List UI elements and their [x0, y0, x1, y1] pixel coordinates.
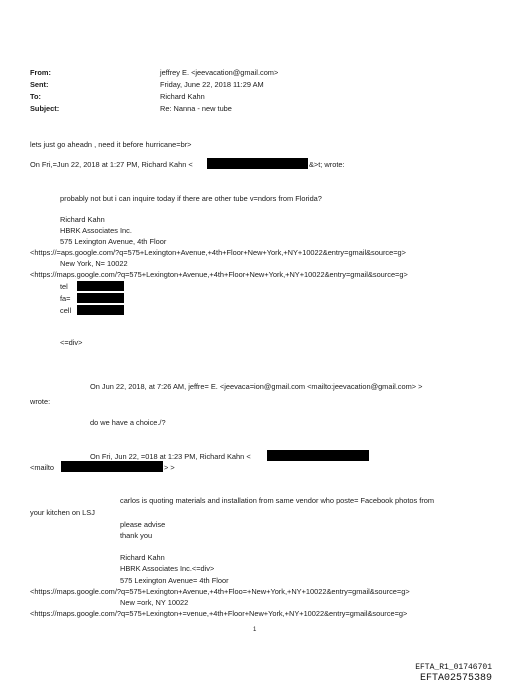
- sig2-address: 575 Lexington Avenue= 4th Floor: [120, 576, 229, 585]
- message-3-thanks: thank you: [120, 531, 153, 540]
- to-value: Richard Kahn: [160, 92, 205, 101]
- sig2-city: New =ork, NY 10022: [120, 598, 189, 607]
- sig1-name: Richard Kahn: [60, 215, 105, 224]
- message-2: do we have a choice./?: [90, 418, 166, 427]
- sig1-tel-label: tel: [60, 282, 68, 291]
- quote3-suffix: > >: [164, 463, 175, 472]
- sig1-cell-label: cell: [60, 306, 72, 315]
- message-3-line-1: carlos is quoting materials and installation from same vendor who poste= Facebook photos from: [120, 496, 435, 505]
- sig2-company: HBRK Associates Inc.<=div>: [120, 564, 215, 573]
- redaction-box: [77, 281, 124, 291]
- quote1-prefix: On Fri,=Jun 22, 2018 at 1:27 PM, Richard Kahn <: [30, 160, 193, 169]
- message-3-line-2: your kitchen on LSJ: [30, 508, 95, 517]
- quote2-line: On Jun 22, 2018, at 7:26 AM, jeffre= E. <jeevaca=ion@gmail.com <mailto:jeevacation@gmail.com> >: [90, 382, 423, 391]
- redaction-box: [77, 305, 124, 315]
- message-3-advise: please advise: [120, 520, 166, 529]
- sig2-map-link-2: <https://maps.google.com/?q=575+Lexington+=venue,+4th+Floor+New+York,+NY+10022&entry=gmail&source=g>: [30, 609, 408, 618]
- redaction-box: [267, 450, 369, 461]
- footer-id-1: EFTA_R1_01746701: [415, 663, 492, 672]
- redaction-box: [207, 158, 308, 169]
- quote1-suffix: &>t; wrote:: [309, 160, 345, 169]
- redaction-box: [61, 461, 163, 472]
- redaction-box: [77, 293, 124, 303]
- page-number: 1: [253, 627, 257, 633]
- from-label: From:: [30, 68, 51, 77]
- subject-label: Subject:: [30, 104, 60, 113]
- sig1-city: New York, N= 10022: [60, 259, 128, 268]
- sig2-map-link-1: <https://maps.google.com/?q=575+Lexington+Avenue,+4th+Floo=+New+York,+NY+10022&entry=gmail&source=g>: [30, 587, 410, 596]
- quote2-wrote: wrote:: [30, 397, 51, 406]
- sent-value: Friday, June 22, 2018 11:29 AM: [160, 80, 264, 89]
- quote3-mailto: <mailto: [30, 463, 55, 472]
- subject-value: Re: Nanna - new tube: [160, 104, 232, 113]
- reply-line: lets just go aheadn , need it before hurricane=br>: [30, 140, 192, 149]
- sig1-map-link-2: <https://maps.google.com/?q=575+Lexington+Avenue,+4th+Floor+New+York,+NY+10022&entry=gmail&source=g>: [30, 270, 408, 279]
- footer-id-2: EFTA02575389: [419, 673, 492, 684]
- sig1-address: 575 Lexington Avenue, 4th Floor: [60, 237, 167, 246]
- sig2-name: Richard Kahn: [120, 553, 165, 562]
- div-tag: <=div>: [60, 338, 83, 347]
- sig1-company: HBRK Associates Inc.: [60, 226, 132, 235]
- sig1-fax-label: fa=: [60, 294, 71, 303]
- sent-label: Sent:: [30, 80, 49, 89]
- to-label: To:: [30, 92, 41, 101]
- from-value: jeffrey E. <jeevacation@gmail.com>: [160, 68, 279, 77]
- message-1: probably not but i can inquire today if there are other tube v=ndors from Florida?: [60, 194, 322, 203]
- sig1-map-link-1: <https://=aps.google.com/?q=575+Lexington+Avenue,+4th+Floor+New+York,+NY+10022&entry=gmail&source=g>: [30, 248, 406, 257]
- quote3-prefix: On Fri, Jun 22, =018 at 1:23 PM, Richard Kahn <: [90, 452, 251, 461]
